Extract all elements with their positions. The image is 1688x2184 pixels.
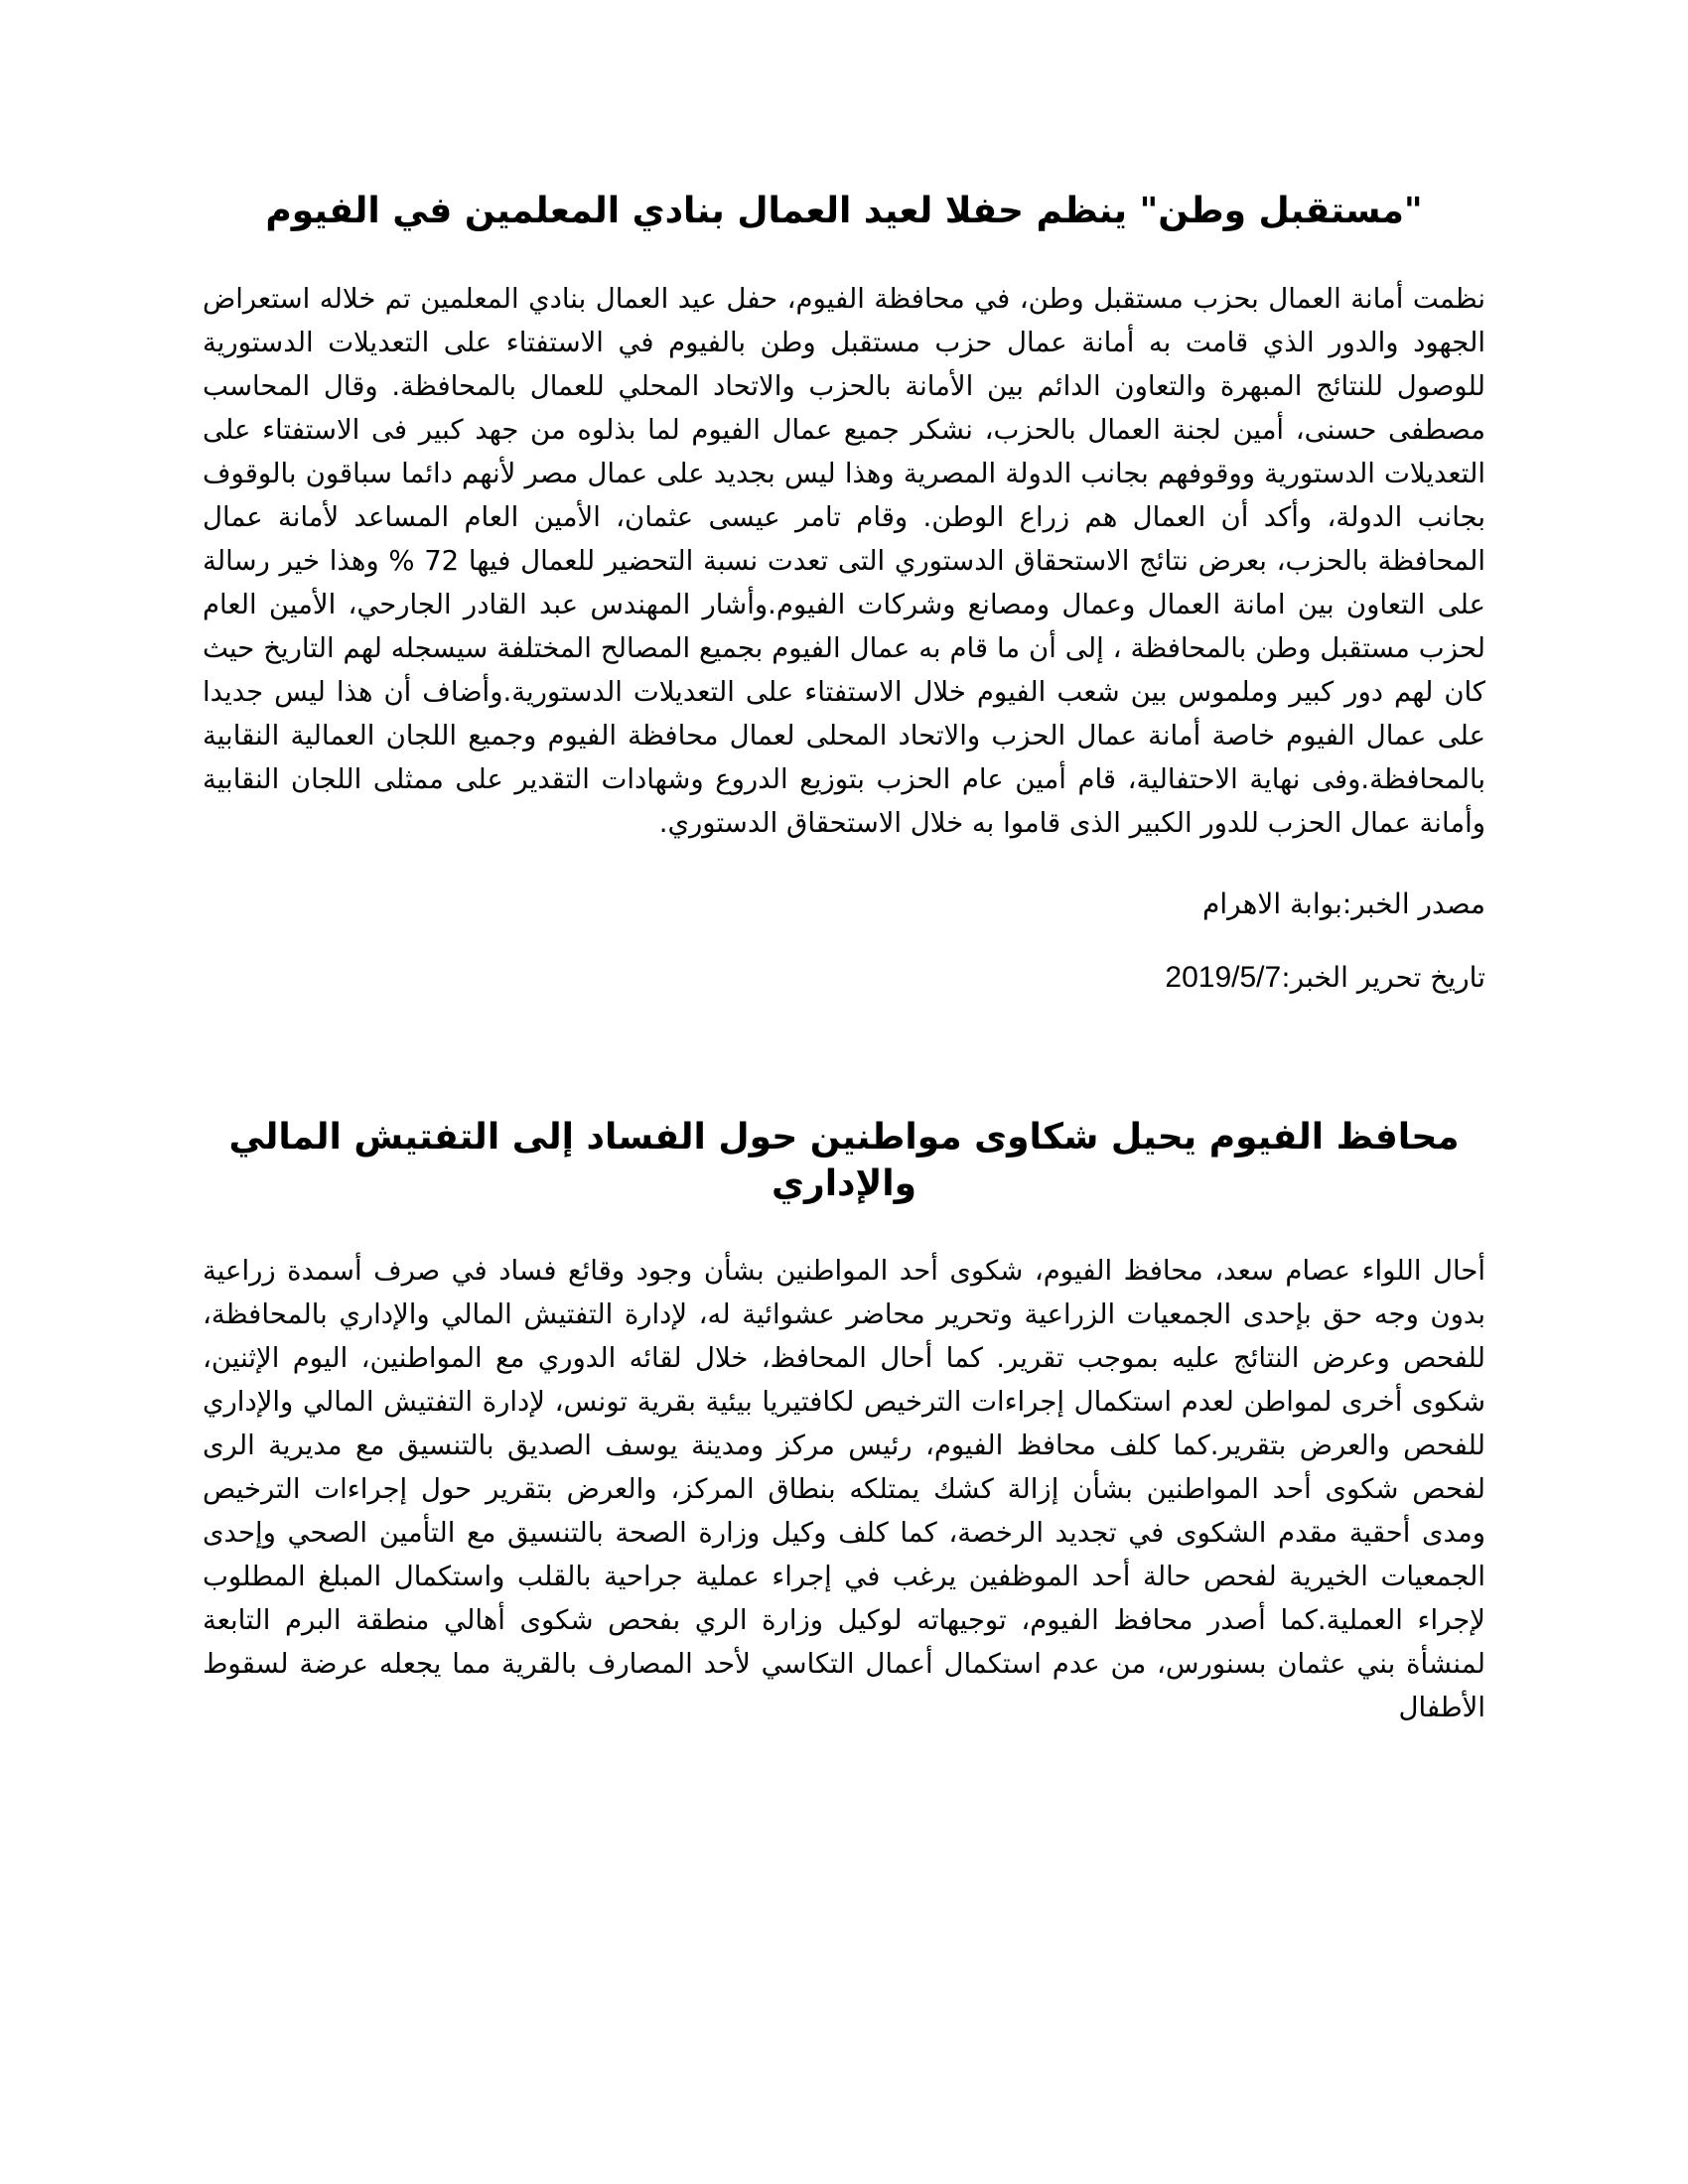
news-date-label: تاريخ تحرير الخبر: (1281, 960, 1485, 994)
document-page (203, 189, 1485, 1729)
article-fayoum-governor (203, 1115, 1485, 1730)
news-source-label: مصدر الخبر: (1341, 887, 1485, 920)
news-date-value: 2019/5/7 (1165, 960, 1282, 994)
news-date (203, 958, 1485, 998)
article-title: "مستقبل وطن" ينظم حفلا لعيد العمال بنادي المعلمين في الفيوم (265, 191, 1423, 231)
news-source (203, 885, 1485, 924)
article-workers-day (203, 189, 1485, 998)
article-title: محافظ الفيوم يحيل شكاوى مواطنين حول الفساد إلى التفتيش المالي والإداري (228, 1116, 1460, 1204)
article-body: أحال اللواء عصام سعد، محافظ الفيوم، شكوى أحد المواطنين بشأن وجود وقائع فساد في صرف أسمدة زراعية بدون وجه حق بإحدى الجمعيات الزراعية وتحرير محاضر عشوائية له، لإدارة التفتيش المالي والإداري بالمحافظة، للفحص وعرض النتائج عليه بموجب تقرير. كما أحال المحافظ، خلال لقائه الدوري مع المواطنين، اليوم الإثنين، شكوى أخرى لمواطن لعدم استكمال إجراءات الترخيص لكافتيريا بيئية بقرية تونس، لإدارة التفتيش المالي والإداري للفحص والعرض بتقرير.كما كلف محافظ الفيوم، رئيس مركز ومدينة يوسف الصديق بالتنسيق مع مديرية الرى لفحص شكوى أحد المواطنين بشأن إزالة كشك يمتلكه بنطاق المركز، والعرض بتقرير حول إجراءات الترخيص ومدى أحقية مقدم الشكوى في تجديد الرخصة، كما كلف وكيل وزارة الصحة بالتنسيق مع التأمين الصحي وإحدى الجمعيات الخيرية لفحص حالة أحد الموظفين يرغب في إجراء عملية جراحية بالقلب واستكمال المبلغ المطلوب لإجراء العملية.كما أصدر محافظ الفيوم، توجيهاته لوكيل وزارة الري بفحص شكوى أهالي منطقة البرم التابعة لمنشأة بني عثمان بسنورس، من عدم استكمال أعمال التكاسي لأحد المصارف بالقرية مما يجعله عرضة لسقوط الأطفال (203, 1255, 1485, 1724)
news-source-value: بوابة الاهرام (1202, 887, 1342, 920)
article-body: نظمت أمانة العمال بحزب مستقبل وطن، في محافظة الفيوم، حفل عيد العمال بنادي المعلمين تم خلاله استعراض الجهود والدور الذي قامت به أمانة عمال حزب مستقبل وطن بالفيوم في الاستفتاء على التعديلات الدستورية للوصول للنتائج المبهرة والتعاون الدائم بين الأمانة بالحزب والاتحاد المحلي للعمال بالمحافظة. وقال المحاسب مصطفى حسنى، أمين لجنة العمال بالحزب، نشكر جميع عمال الفيوم لما بذلوه من جهد كبير فى الاستفتاء على التعديلات الدستورية ووقوفهم بجانب الدولة المصرية وهذا ليس بجديد على عمال مصر لأنهم دائما سباقون بالوقوف بجانب الدولة، وأكد أن العمال هم زراع الوطن. وقام تامر عيسى عثمان، الأمين العام المساعد لأمانة عمال المحافظة بالحزب، بعرض نتائج الاستحقاق الدستوري التى تعدت نسبة التحضير للعمال فيها 72 % وهذا خير رسالة على التعاون بين امانة العمال وعمال ومصانع وشركات الفيوم.وأشار المهندس عبد القادر الجارحي، الأمين العام لحزب مستقبل وطن بالمحافظة ، إلى أن ما قام به عمال الفيوم بجميع المصالح المختلفة سيسجله لهم التاريخ حيث كان لهم دور كبير وملموس بين شعب الفيوم خلال الاستفتاء على التعديلات الدستورية.وأضاف أن هذا ليس جديدا على عمال الفيوم خاصة أمانة عمال الحزب والاتحاد المحلى لعمال محافظة الفيوم وجميع اللجان العمالية النقابية بالمحافظة.وفى نهاية الاحتفالية، قام أمين عام الحزب بتوزيع الدروع وشهادات التقدير على ممثلى اللجان النقابية وأمانة عمال الحزب للدور الكبير الذى قاموا به خلال الاستحقاق الدستوري. (203, 282, 1486, 839)
